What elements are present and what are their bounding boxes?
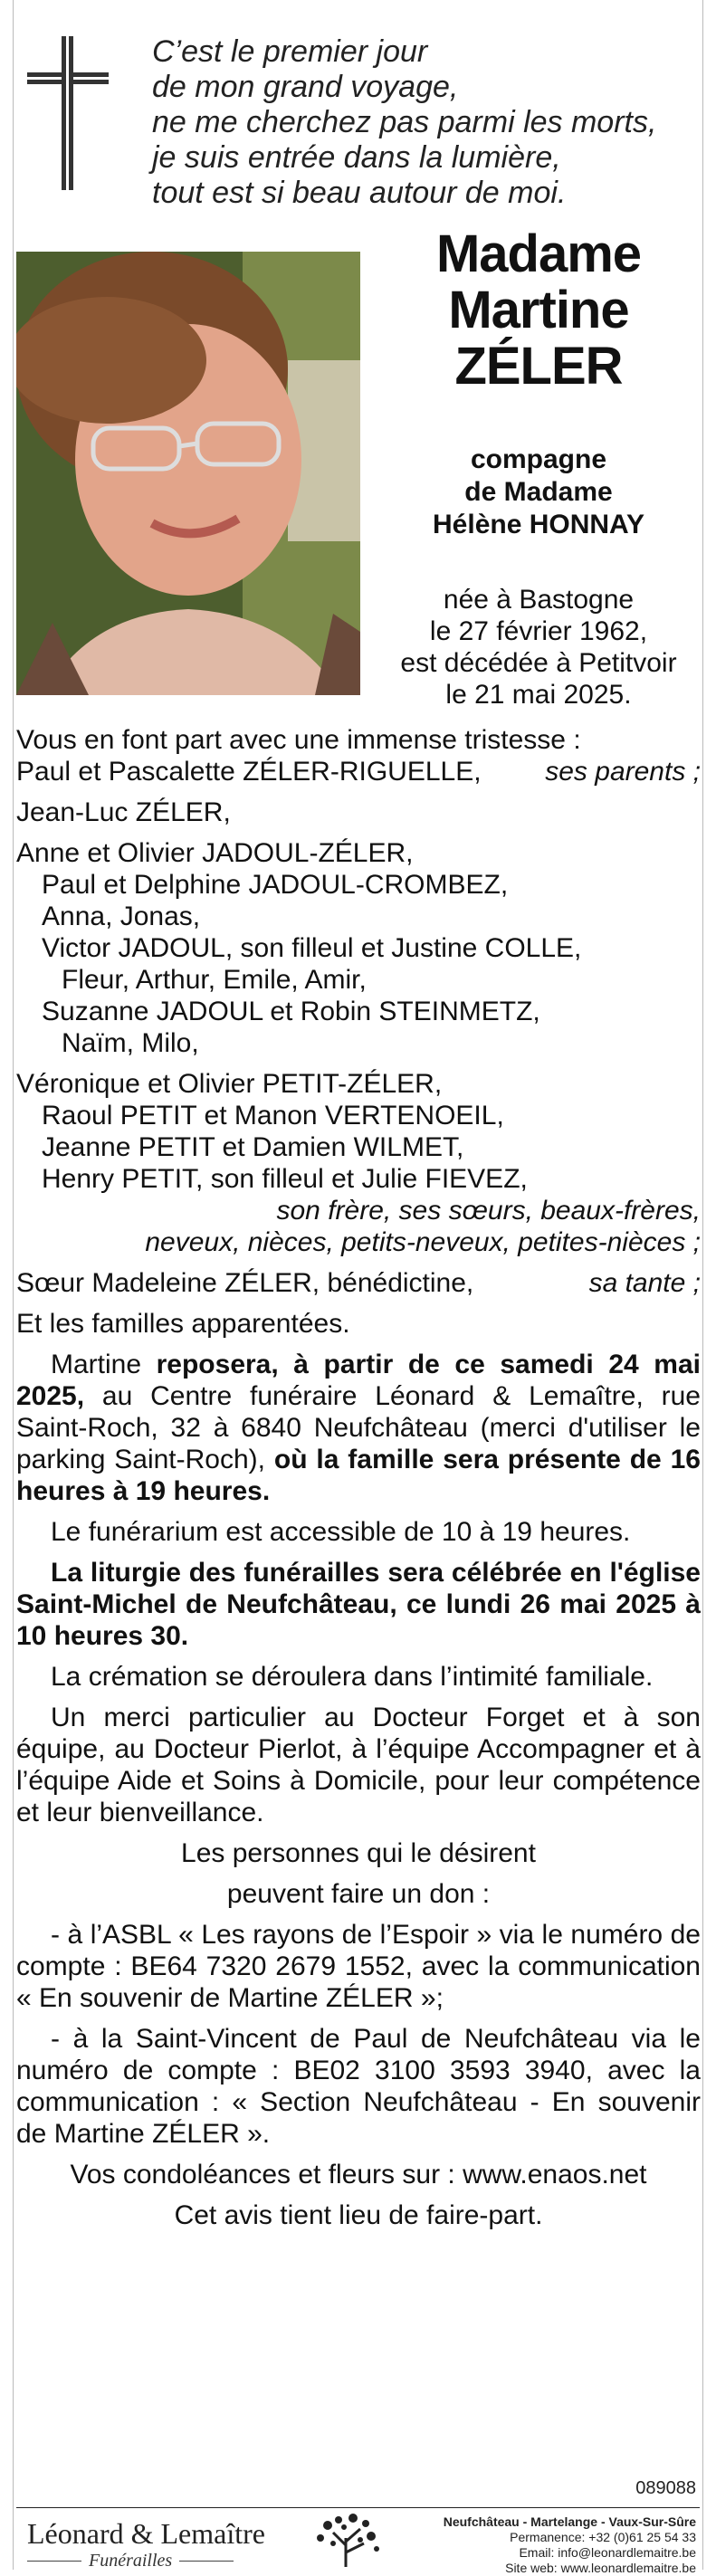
family-line: Suzanne JADOUL et Robin STEINMETZ, <box>42 997 540 1026</box>
poem-line: C’est le premier jour <box>152 34 428 69</box>
notice-text: Cet avis tient lieu de faire-part. <box>174 2200 543 2230</box>
funeral-home-logo <box>27 2518 299 2571</box>
contact-phone: Permanence: +32 (0)61 25 54 33 <box>510 2530 696 2544</box>
contact-website[interactable]: Site web: www.leonardlemaitre.be <box>505 2561 696 2575</box>
cremation-paragraph: La crémation se déroulera dans l’intimité familiale. <box>51 1662 654 1692</box>
thanks-paragraph: Un merci particulier au Docteur Forget et à son équipe, au Docteur Pierlot, à l’équipe Accompagner et à l’équipe Aide et Soins à Domicile, pour leur compétence et leur bienveillance. <box>16 1703 701 1827</box>
logo-subtitle-text: Funérailles <box>89 2551 173 2571</box>
families-text: Et les familles apparentées. <box>16 1309 350 1339</box>
family-line: Henry PETIT, son filleul et Julie FIEVEZ, <box>42 1164 528 1194</box>
family-line: Jeanne PETIT et Damien WILMET, <box>42 1132 464 1162</box>
announcement-body <box>16 724 701 2231</box>
donation-b: - à la Saint-Vincent de Paul de Neufchâteau via le numéro de compte : BE02 3100 3593 3940, avec la communication : « Section Neufchâteau - En souvenir de Martine ZÉLER ». <box>16 2024 701 2149</box>
logo-subtitle <box>27 2551 299 2571</box>
relationship-line: Hélène HONNAY <box>433 510 644 539</box>
family-line: Naïm, Milo, <box>62 1028 199 1058</box>
donation-a: - à l’ASBL « Les rayons de l’Espoir » via le numéro de compte : BE64 7320 2679 1552, avec la communication « En souvenir de Martine ZÉLER »; <box>16 1920 701 2013</box>
visitation-paragraph <box>16 1349 701 1507</box>
relationship-line: compagne <box>470 444 607 474</box>
poem-line: tout est si beau autour de moi. <box>152 176 567 210</box>
family-line: Véronique et Olivier PETIT-ZÉLER, <box>16 1069 443 1099</box>
relationship-line: de Madame <box>464 477 613 507</box>
footer-divider <box>16 2507 700 2508</box>
aunt-name: Sœur Madeleine ZÉLER, bénédictine, <box>16 1268 474 1298</box>
relationship <box>371 444 706 541</box>
family-role: neveux, nièces, petits-neveux, petites-nièces ; <box>145 1227 701 1257</box>
visitation-family-hours: où la famille sera présente de 16 heures à 19 heures. <box>16 1445 701 1506</box>
poem-line: ne me cherchez pas parmi les morts, <box>152 105 657 139</box>
tree-icon <box>308 2513 384 2567</box>
liturgy-text: La liturgie des funérailles sera célébrée en l'église Saint-Michel de Neufchâteau, ce lundi 26 mai 2025 à 10 heures 30. <box>16 1558 701 1651</box>
parents-row <box>16 756 701 787</box>
death-line: est décédée à Petitvoir <box>400 648 677 678</box>
aunt-role: sa tante ; <box>588 1268 701 1298</box>
birth-line: née à Bastogne <box>443 585 635 615</box>
poem-line: de mon grand voyage, <box>152 70 459 104</box>
funerarium-hours: Le funérarium est accessible de 10 à 19 heures. <box>51 1517 631 1547</box>
visitation-date: reposera, à partir de ce samedi 24 mai 2025, <box>16 1350 701 1411</box>
logo-name: Léonard & Lemaître <box>27 2517 265 2550</box>
parents-names: Paul et Pascalette ZÉLER-RIGUELLE, <box>16 757 482 787</box>
poem-line: je suis entrée dans la lumière, <box>152 140 561 175</box>
donation-intro: Les personnes qui le désirent <box>181 1838 536 1868</box>
birth-date: le 27 février 1962, <box>429 616 648 646</box>
reference-number: 089088 <box>635 2478 696 2498</box>
aunt-row <box>16 1267 701 1299</box>
name-last: ZÉLER <box>454 337 623 396</box>
family-line: Jean-Luc ZÉLER, <box>16 797 231 827</box>
parents-role: ses parents ; <box>545 757 701 787</box>
visitation-place: au Centre funéraire Léonard & Lemaître, rue Saint-Roch, 32 à 6840 Neufchâteau (merci d'utiliser le parking Saint-Roch), <box>16 1381 701 1474</box>
funeral-home-contact <box>388 2514 696 2576</box>
contact-email[interactable]: Email: info@leonardlemaitre.be <box>519 2545 696 2560</box>
name-first: Martine <box>448 281 629 339</box>
family-line: Fleur, Arthur, Emile, Amir, <box>62 965 367 995</box>
donation-intro: peuvent faire un don : <box>226 1879 491 1909</box>
family-line: Victor JADOUL, son filleul et Justine COLLE, <box>42 933 582 963</box>
family-role: son frère, ses sœurs, beaux-frères, <box>276 1196 701 1226</box>
deceased-name <box>371 226 706 395</box>
contact-towns: Neufchâteau - Martelange - Vaux-Sur-Sûre <box>443 2514 696 2529</box>
intro-text: Vous en font part avec une immense tristesse : <box>16 725 581 755</box>
family-line: Anna, Jonas, <box>42 902 201 931</box>
birth-death-info <box>371 584 706 711</box>
condolences-text: Vos condoléances et fleurs sur : www.enaos.net <box>70 2160 647 2190</box>
portrait-illustration <box>16 252 360 695</box>
name-title: Madame <box>435 224 642 283</box>
portrait-photo <box>16 252 360 695</box>
poem <box>152 34 695 211</box>
family-line: Anne et Olivier JADOUL-ZÉLER, <box>16 838 414 868</box>
family-line: Paul et Delphine JADOUL-CROMBEZ, <box>42 870 509 900</box>
visitation-text: Martine <box>51 1350 157 1379</box>
cross-icon <box>27 36 109 190</box>
liturgy-paragraph <box>16 1557 701 1652</box>
family-line: Raoul PETIT et Manon VERTENOEIL, <box>42 1101 504 1131</box>
death-date: le 21 mai 2025. <box>445 680 632 710</box>
